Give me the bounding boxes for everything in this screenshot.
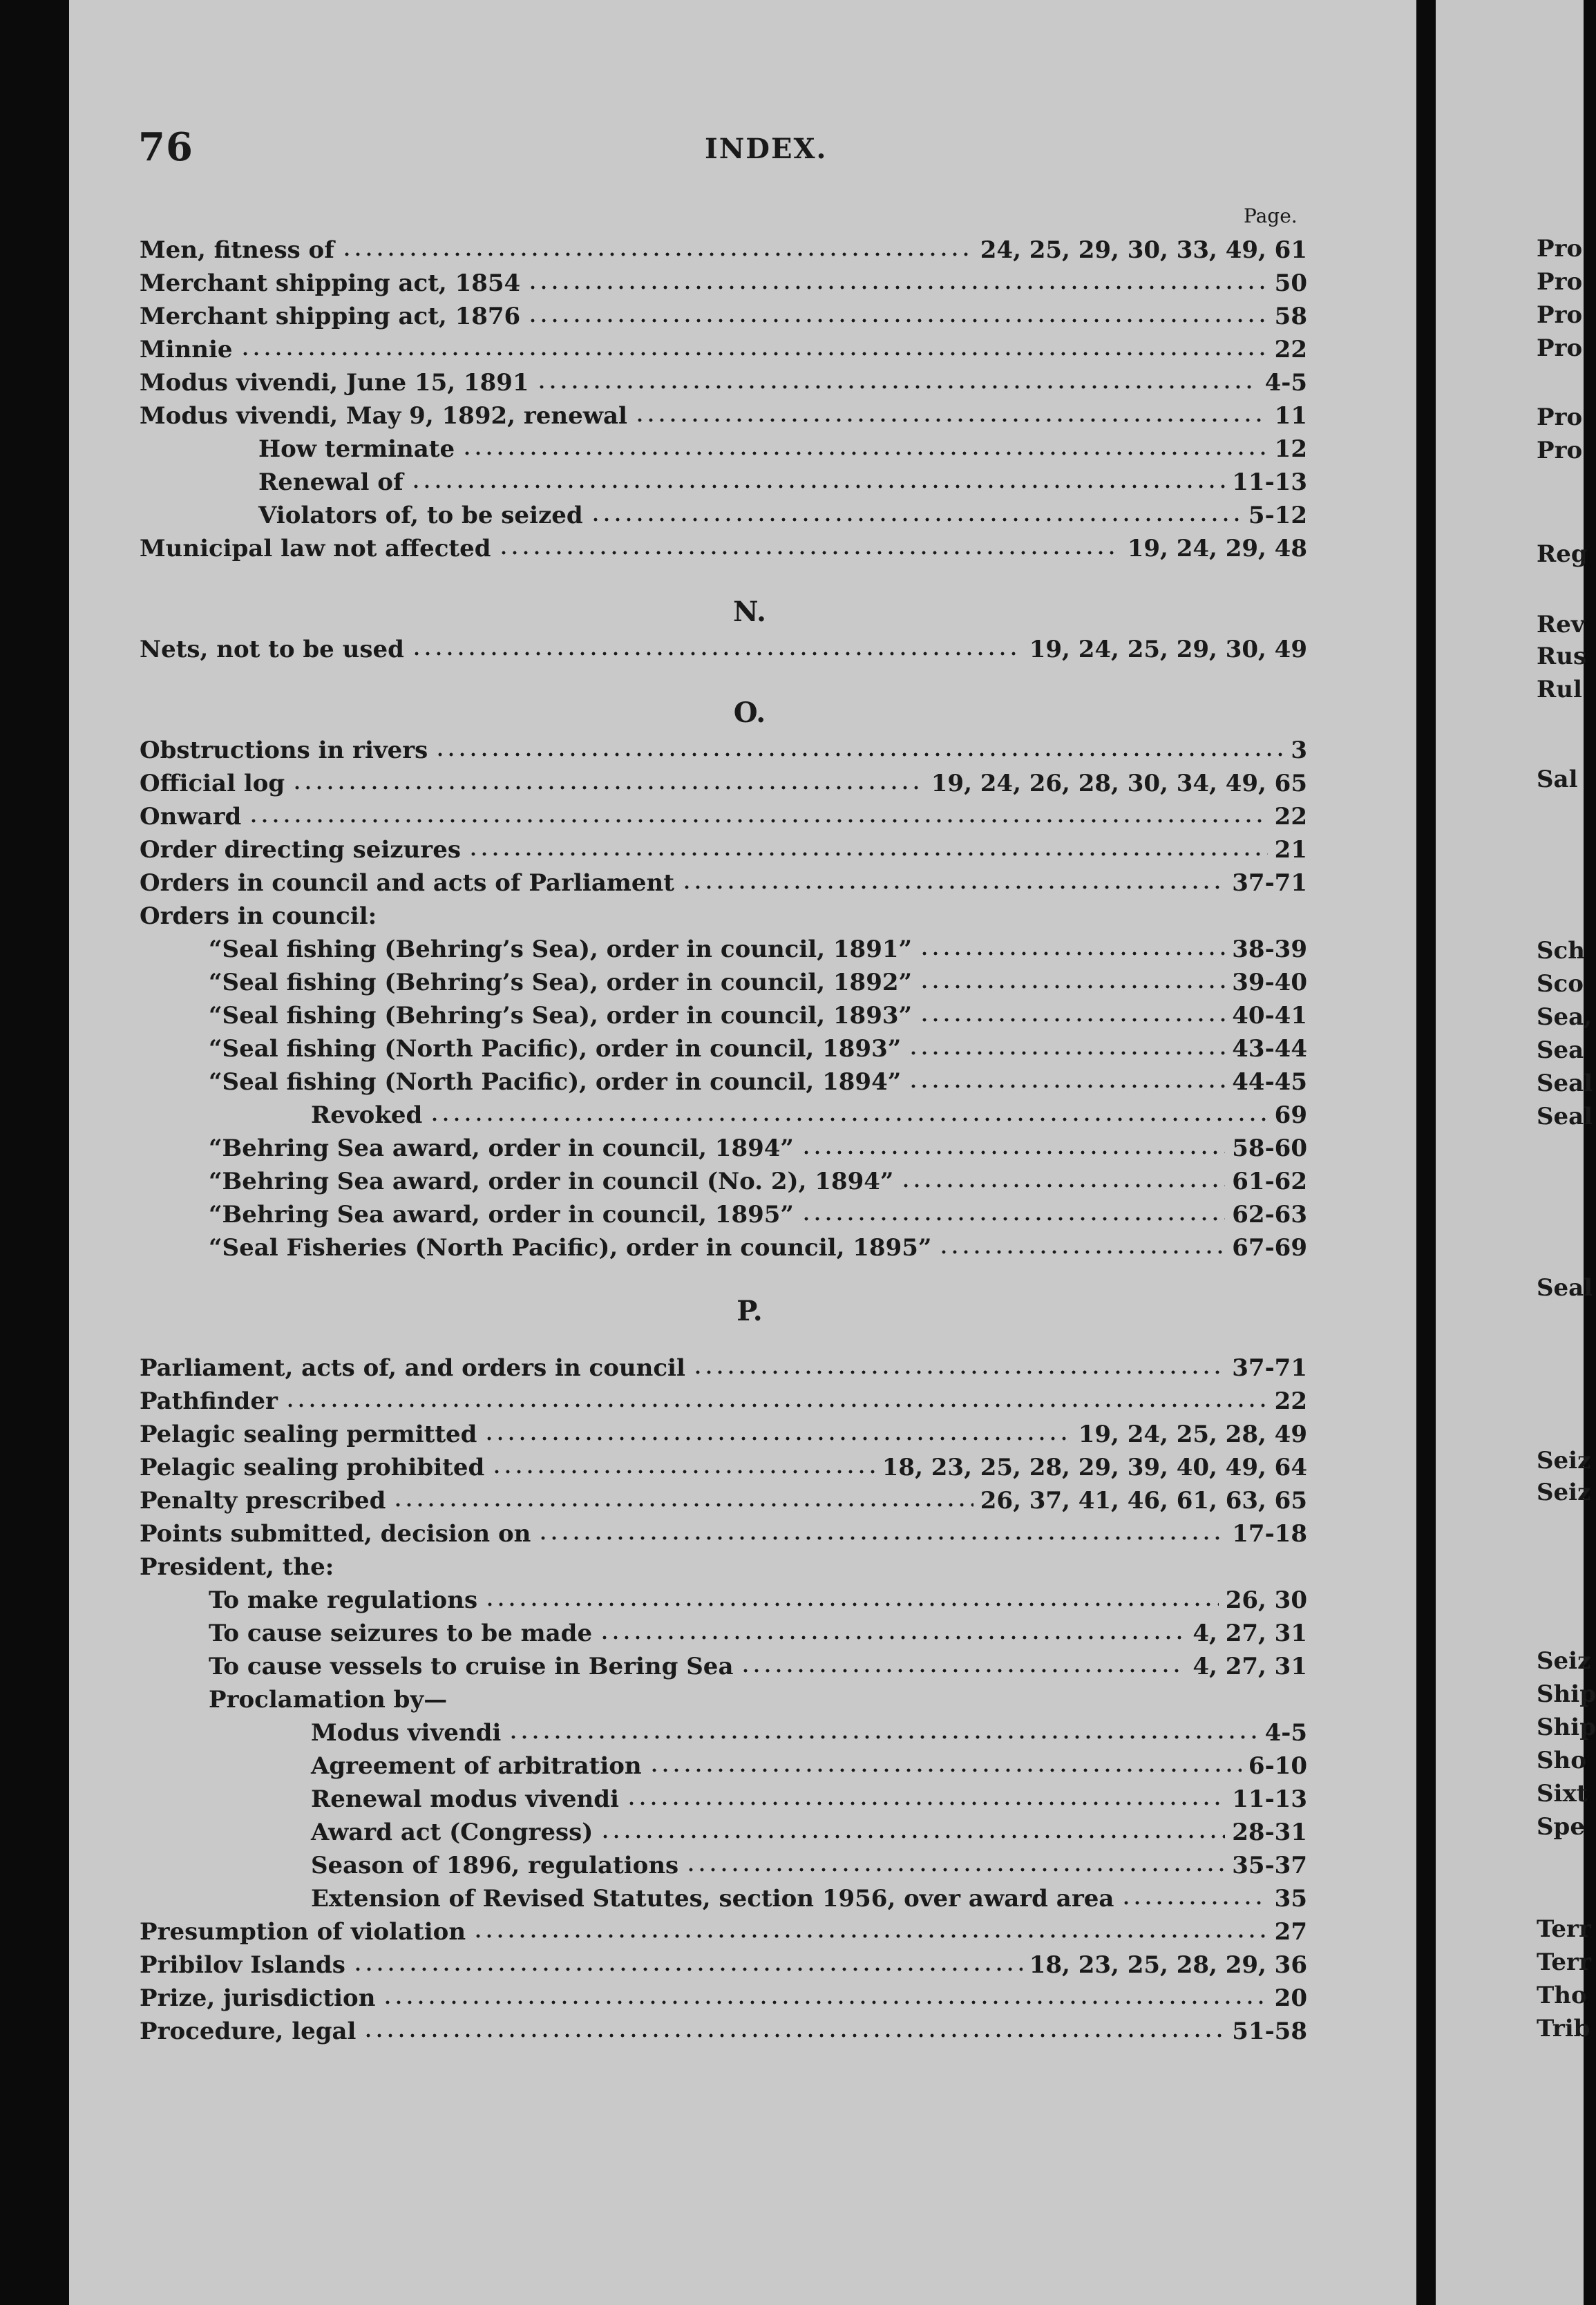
entry-label: Pribilov Islands xyxy=(140,1951,345,1979)
facing-page-fragment: Sal xyxy=(1537,766,1578,793)
entry-pages: 4-5 xyxy=(1264,1719,1307,1747)
index-entry xyxy=(209,1129,1307,1162)
dot-leader xyxy=(410,484,1226,489)
dot-leader xyxy=(740,1668,1186,1673)
facing-page-fragment: Rul xyxy=(1537,676,1582,703)
index-entry xyxy=(140,1481,1307,1515)
index-entry xyxy=(140,630,1307,663)
index-entry xyxy=(140,363,1307,397)
facing-page-fragment: Spe xyxy=(1537,1813,1585,1841)
entry-pages: 3 xyxy=(1291,737,1307,764)
entry-label: To cause seizures to be made xyxy=(209,1620,593,1647)
entry-pages: 39-40 xyxy=(1232,969,1307,996)
page-column-header: Page. xyxy=(1244,205,1298,227)
index-entry xyxy=(209,1647,1307,1680)
facing-page-fragment: Pro xyxy=(1537,235,1583,263)
dot-leader xyxy=(382,2000,1267,2005)
index-entry xyxy=(140,1415,1307,1448)
entry-pages: 18, 23, 25, 28, 29, 36 xyxy=(1029,1951,1307,1979)
facing-page-fragment: Pro xyxy=(1537,268,1583,296)
index-entry xyxy=(140,1913,1307,1946)
facing-page-fragment: Pro xyxy=(1537,301,1583,329)
facing-page-fragment: Terr xyxy=(1537,1948,1591,1976)
entry-pages: 51-58 xyxy=(1232,2018,1307,2045)
entry-pages: 69 xyxy=(1274,1101,1307,1129)
index-entry xyxy=(140,1515,1307,1548)
entry-pages: 11 xyxy=(1274,402,1307,430)
entry-pages: 17-18 xyxy=(1232,1520,1307,1548)
dot-leader xyxy=(341,252,973,257)
index-entry xyxy=(140,264,1307,297)
entry-label: Penalty prescribed xyxy=(140,1487,386,1515)
dot-leader xyxy=(919,984,1225,989)
index-entry xyxy=(140,1382,1307,1415)
entry-label: Orders in council: xyxy=(140,902,377,930)
entry-pages: 6-10 xyxy=(1248,1752,1307,1780)
entry-pages: 28-31 xyxy=(1232,1819,1307,1846)
entry-label: Modus vivendi, May 9, 1892, renewal xyxy=(140,402,627,430)
entry-label: Merchant shipping act, 1854 xyxy=(140,269,521,297)
entry-pages: 12 xyxy=(1274,435,1307,463)
dot-leader xyxy=(536,384,1258,390)
index-entry xyxy=(140,1979,1307,2012)
entry-label: Extension of Revised Statutes, section 1956, over award area xyxy=(311,1885,1114,1913)
dot-leader xyxy=(600,1834,1225,1839)
index-entry xyxy=(209,1162,1307,1195)
dot-leader xyxy=(484,1436,1071,1441)
entry-pages: 19, 24, 25, 28, 49 xyxy=(1078,1421,1307,1448)
facing-page-edge xyxy=(1436,0,1596,2305)
entry-label: Parliament, acts of, and orders in council xyxy=(140,1354,685,1382)
index-entry xyxy=(311,1813,1307,1846)
facing-page-fragment: Trib xyxy=(1537,2015,1590,2042)
dot-leader xyxy=(801,1150,1225,1155)
index-entry xyxy=(140,764,1307,797)
entry-label: To make regulations xyxy=(209,1586,478,1614)
entry-pages: 58 xyxy=(1274,303,1307,330)
dot-leader xyxy=(599,1635,1186,1640)
dot-leader xyxy=(919,1017,1225,1023)
entry-label: Orders in council and acts of Parliament xyxy=(140,869,674,897)
dot-leader xyxy=(363,2033,1225,2038)
entry-pages: 22 xyxy=(1274,1387,1307,1415)
entry-pages: 26, 30 xyxy=(1225,1586,1307,1614)
dot-leader xyxy=(1121,1900,1267,1906)
dot-leader xyxy=(240,351,1268,357)
entry-label: Violators of, to be seized xyxy=(258,502,583,529)
entry-label: “Behring Sea award, order in council (No. 2), 1894” xyxy=(209,1168,894,1195)
dot-leader xyxy=(685,1867,1225,1872)
dot-leader xyxy=(508,1734,1257,1740)
entry-label: Revoked xyxy=(311,1101,423,1129)
index-entry xyxy=(140,731,1307,764)
section-letter-p: P. xyxy=(737,1295,763,1327)
facing-page-fragment: Terr xyxy=(1537,1915,1591,1943)
section-letter-o: O. xyxy=(733,696,766,729)
index-entry xyxy=(209,1030,1307,1063)
facing-page-fragment: Seal xyxy=(1537,1070,1593,1097)
entry-label: Municipal law not affected xyxy=(140,535,491,562)
dot-leader xyxy=(681,884,1225,890)
index-entry xyxy=(140,330,1307,363)
entry-label: Presumption of violation xyxy=(140,1918,466,1946)
entry-pages: 4, 27, 31 xyxy=(1193,1653,1307,1680)
entry-label: Obstructions in rivers xyxy=(140,737,428,764)
dot-leader xyxy=(634,417,1268,423)
entry-label: Men, fitness of xyxy=(140,236,334,264)
page-number: 76 xyxy=(138,124,193,170)
index-entry xyxy=(140,1448,1307,1481)
facing-page-fragment: Sea, xyxy=(1537,1003,1593,1031)
index-entry xyxy=(311,1714,1307,1747)
dot-leader xyxy=(292,785,924,790)
entry-pages: 50 xyxy=(1274,269,1307,297)
entry-pages: 44-45 xyxy=(1232,1068,1307,1096)
dot-leader xyxy=(527,318,1267,323)
entry-pages: 19, 24, 29, 48 xyxy=(1127,535,1307,562)
dot-leader xyxy=(692,1369,1225,1375)
index-entry xyxy=(140,897,1307,930)
index-entry xyxy=(209,1229,1307,1262)
entry-pages: 4, 27, 31 xyxy=(1193,1620,1307,1647)
index-entry xyxy=(209,930,1307,963)
entry-pages: 61-62 xyxy=(1232,1168,1307,1195)
index-entry xyxy=(140,1349,1307,1382)
dot-leader xyxy=(411,651,1023,656)
entry-label: Order directing seizures xyxy=(140,836,461,864)
dot-leader xyxy=(435,752,1284,757)
index-entry xyxy=(311,1780,1307,1813)
entry-pages: 62-63 xyxy=(1232,1201,1307,1229)
index-entry xyxy=(140,864,1307,897)
dot-leader xyxy=(285,1403,1268,1408)
entry-pages: 11-13 xyxy=(1232,468,1307,496)
index-entry xyxy=(209,996,1307,1030)
facing-page-fragment: Rus xyxy=(1537,643,1587,670)
facing-page-fragment: Sch xyxy=(1537,937,1585,965)
index-entry xyxy=(140,297,1307,330)
index-entry xyxy=(140,831,1307,864)
entry-pages: 35 xyxy=(1274,1885,1307,1913)
index-entry xyxy=(209,1195,1307,1229)
entry-pages: 4-5 xyxy=(1264,369,1307,397)
index-entry xyxy=(140,1946,1307,1979)
facing-page-fragment: Pro xyxy=(1537,437,1583,464)
facing-page-fragment: Seiz xyxy=(1537,1479,1591,1506)
index-entry xyxy=(140,529,1307,562)
entry-pages: 58-60 xyxy=(1232,1135,1307,1162)
dot-leader xyxy=(527,285,1267,290)
entry-label: Modus vivendi xyxy=(311,1719,502,1747)
entry-label: Award act (Congress) xyxy=(311,1819,593,1846)
entry-label: Pelagic sealing permitted xyxy=(140,1421,477,1448)
index-entry xyxy=(140,2012,1307,2045)
entry-pages: 5-12 xyxy=(1248,502,1307,529)
index-entry xyxy=(258,430,1307,463)
dot-leader xyxy=(626,1801,1225,1806)
facing-page-fragment: Reg xyxy=(1537,540,1588,568)
entry-pages: 22 xyxy=(1274,336,1307,363)
dot-leader xyxy=(462,450,1268,456)
index-entry xyxy=(311,1879,1307,1913)
entry-label: Renewal modus vivendi xyxy=(311,1785,619,1813)
facing-page-fragment: Ship xyxy=(1537,1680,1596,1708)
entry-label: Onward xyxy=(140,803,242,831)
entry-label: Merchant shipping act, 1876 xyxy=(140,303,521,330)
index-entry xyxy=(209,1680,1307,1714)
dot-leader xyxy=(900,1183,1225,1188)
entry-label: “Behring Sea award, order in council, 1895” xyxy=(209,1201,794,1229)
dot-leader xyxy=(649,1767,1242,1773)
entry-pages: 37-71 xyxy=(1232,1354,1307,1382)
entry-label: How terminate xyxy=(258,435,455,463)
entry-pages: 22 xyxy=(1274,803,1307,831)
dot-leader xyxy=(590,517,1242,522)
entry-label: Points submitted, decision on xyxy=(140,1520,531,1548)
index-entry xyxy=(311,1096,1307,1129)
entry-label: Proclamation by— xyxy=(209,1686,448,1714)
dot-leader xyxy=(491,1469,875,1474)
entry-label: Procedure, legal xyxy=(140,2018,357,2045)
entry-pages: 24, 25, 29, 30, 33, 49, 61 xyxy=(980,236,1307,264)
index-entry xyxy=(209,1614,1307,1647)
dot-leader xyxy=(248,818,1267,824)
dot-leader xyxy=(352,1966,1023,1972)
entry-pages: 67-69 xyxy=(1232,1234,1307,1262)
index-entry xyxy=(258,496,1307,529)
facing-page-fragment: Sho xyxy=(1537,1747,1586,1774)
facing-page-fragment: Sco xyxy=(1537,970,1584,998)
facing-page-fragment: Ship xyxy=(1537,1714,1596,1741)
entry-label: “Behring Sea award, order in council, 1894” xyxy=(209,1135,794,1162)
entry-label: To cause vessels to cruise in Bering Sea xyxy=(209,1653,734,1680)
facing-page-fragment: Pro xyxy=(1537,404,1583,431)
index-entry xyxy=(209,963,1307,996)
facing-page-fragment: Seiz xyxy=(1537,1647,1591,1675)
entry-pages: 27 xyxy=(1274,1918,1307,1946)
entry-pages: 21 xyxy=(1274,836,1307,864)
dot-leader xyxy=(801,1216,1225,1222)
index-entry xyxy=(140,1548,1307,1581)
entry-label: Official log xyxy=(140,770,285,797)
dot-leader xyxy=(908,1083,1225,1089)
entry-pages: 40-41 xyxy=(1232,1002,1307,1030)
facing-page-fragment: Seal xyxy=(1537,1103,1593,1130)
entry-label: President, the: xyxy=(140,1553,334,1581)
entry-label: “Seal Fisheries (North Pacific), order in council, 1895” xyxy=(209,1234,932,1262)
dot-leader xyxy=(908,1050,1225,1056)
facing-page-fragment: Sixt xyxy=(1537,1780,1588,1808)
entry-pages: 11-13 xyxy=(1232,1785,1307,1813)
entry-pages: 20 xyxy=(1274,1984,1307,2012)
dot-leader xyxy=(473,1933,1268,1939)
facing-page-fragment: Sea xyxy=(1537,1036,1584,1064)
entry-label: Pelagic sealing prohibited xyxy=(140,1454,485,1481)
entry-pages: 35-37 xyxy=(1232,1852,1307,1879)
dot-leader xyxy=(468,851,1268,857)
running-title: INDEX. xyxy=(705,133,828,165)
entry-pages: 19, 24, 25, 29, 30, 49 xyxy=(1029,636,1307,663)
entry-pages: 26, 37, 41, 46, 61, 63, 65 xyxy=(980,1487,1307,1515)
dot-leader xyxy=(498,550,1121,556)
entry-pages: 19, 24, 26, 28, 30, 34, 49, 65 xyxy=(931,770,1307,797)
entry-pages: 38-39 xyxy=(1232,936,1307,963)
dot-leader xyxy=(392,1502,973,1508)
entry-pages: 43-44 xyxy=(1232,1035,1307,1063)
entry-label: Minnie xyxy=(140,336,233,363)
entry-label: “Seal fishing (Behring’s Sea), order in council, 1891” xyxy=(209,936,913,963)
entry-label: Renewal of xyxy=(258,468,403,496)
entry-label: “Seal fishing (Behring’s Sea), order in council, 1893” xyxy=(209,1002,913,1030)
entry-pages: 37-71 xyxy=(1232,869,1307,897)
section-letter-n: N. xyxy=(733,596,766,628)
entry-pages: 18, 23, 25, 28, 29, 39, 40, 49, 64 xyxy=(882,1454,1307,1481)
entry-label: “Seal fishing (North Pacific), order in council, 1893” xyxy=(209,1035,902,1063)
dot-leader xyxy=(429,1117,1267,1122)
index-entry xyxy=(311,1747,1307,1780)
entry-label: Pathfinder xyxy=(140,1387,278,1415)
index-entry xyxy=(209,1063,1307,1096)
entry-label: Nets, not to be used xyxy=(140,636,404,663)
dot-leader xyxy=(938,1249,1225,1255)
facing-page-fragment: Tho xyxy=(1537,1982,1587,2009)
index-entry xyxy=(140,397,1307,430)
facing-page-fragment: Pro xyxy=(1537,334,1583,362)
index-entry xyxy=(209,1581,1307,1614)
index-entry xyxy=(140,797,1307,831)
index-entry xyxy=(311,1846,1307,1879)
entry-label: Season of 1896, regulations xyxy=(311,1852,679,1879)
dot-leader xyxy=(484,1602,1219,1607)
entry-label: “Seal fishing (North Pacific), order in council, 1894” xyxy=(209,1068,902,1096)
index-entry xyxy=(140,231,1307,264)
facing-page-fragment: Seal xyxy=(1537,1274,1593,1302)
entry-label: “Seal fishing (Behring’s Sea), order in council, 1892” xyxy=(209,969,913,996)
index-entry xyxy=(258,463,1307,496)
facing-page-fragment: Seiz xyxy=(1537,1447,1591,1474)
entry-label: Agreement of arbitration xyxy=(311,1752,642,1780)
entry-label: Modus vivendi, June 15, 1891 xyxy=(140,369,529,397)
entry-label: Prize, jurisdiction xyxy=(140,1984,376,2012)
facing-page-fragment: Rev xyxy=(1537,611,1585,638)
dot-leader xyxy=(919,951,1225,956)
dot-leader xyxy=(538,1535,1225,1541)
